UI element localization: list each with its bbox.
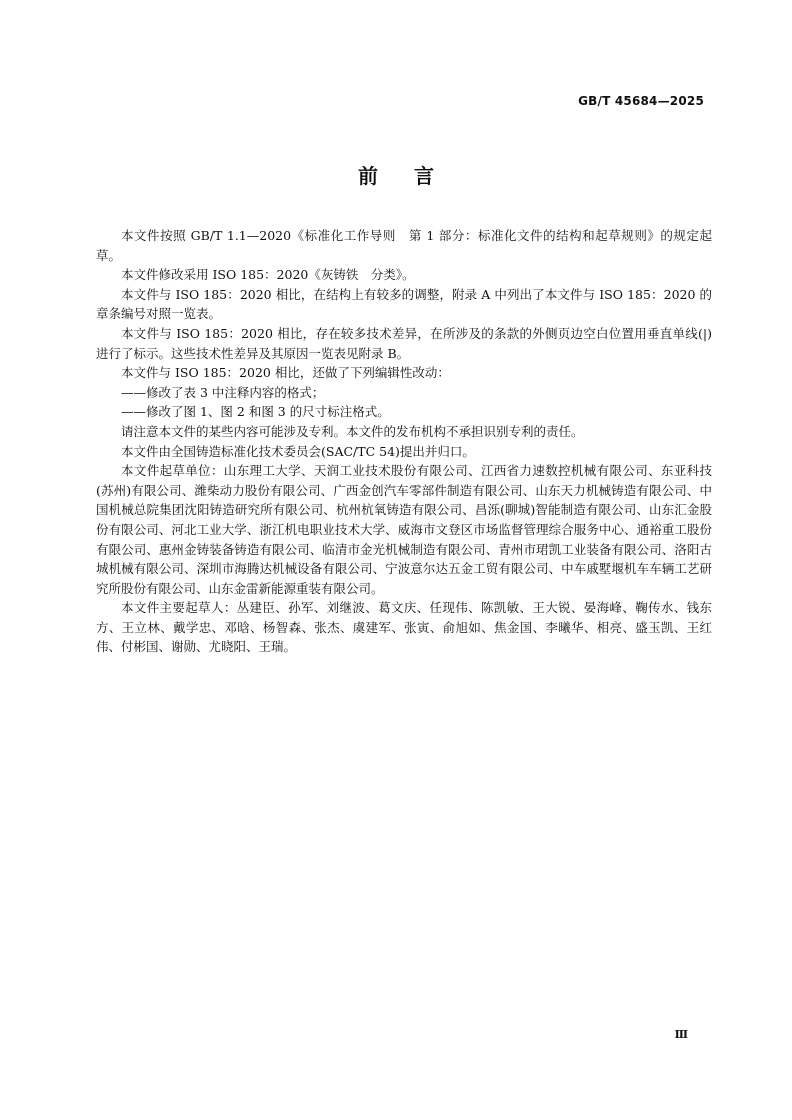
paragraph-editorial-changes: 本文件与 ISO 185：2020 相比，还做了下列编辑性改动：: [121, 365, 450, 381]
paragraph-drafting-organizations: 本文件起草单位：山东理工大学、天润工业技术股份有限公司、江西省力速数控机械有限公司、东亚科技(苏州)有限公司、潍柴动力股份有限公司、广西金创汽车零部件制造有限公司、山东天力机械铸造有限公司、中国机械总院集团沈阳铸造研究所有限公司、杭州杭氧铸造有限公司、昌泺(聊城)智能制造有限公司、山东汇金股份有限公司、河北工业大学、浙江机电职业技术大学、威海市文登区市场监督管理综合服务中心、通裕重工股份有限公司、惠州金铸装备铸造有限公司、临清市金光机械制造有限公司、青州市珺凯工业装备有限公司、洛阳古城机械有限公司、深圳市海腾达机械设备有限公司、宁波意尔达五金工贸有限公司、中车戚墅堰机车车辆工艺研究所股份有限公司、山东金雷新能源重装有限公司。: [96, 463, 712, 596]
foreword-body: [96, 226, 712, 657]
standard-number: GB/T 45684—2025: [578, 94, 704, 108]
paragraph-technical-differences: 本文件与 ISO 185：2020 相比，存在较多技术差异，在所涉及的条款的外侧页边空白位置用垂直单线(|)进行了标示。这些技术性差异及其原因一览表见附录 B。: [96, 325, 712, 361]
paragraph-drafting-rules: 本文件按照 GB/T 1.1—2020《标准化工作导则 第 1 部分：标准化文件的结构和起草规则》的规定起草。: [96, 228, 712, 263]
paragraph-drafters: 本文件主要起草人：丛建臣、孙军、刘继波、葛文庆、任现伟、陈凯敏、王大锐、晏海峰、鞠传水、钱东方、王立林、戴学忠、邓晗、杨智森、张杰、虞建军、张寅、俞旭如、焦金国、李曦华、相亮、盛玉凯、王红伟、付彬国、谢勋、尤晓阳、王瑞。: [96, 600, 712, 655]
page-number: Ⅲ: [674, 1028, 688, 1041]
paragraph-proposer: 本文件由全国铸造标准化技术委员会(SAC/TC 54)提出并归口。: [121, 443, 475, 459]
list-item-editorial-change: ——修改了图 1、图 2 和图 3 的尺寸标注格式。: [121, 404, 390, 420]
paragraph-structure-changes: 本文件与 ISO 185：2020 相比，在结构上有较多的调整，附录 A 中列出了本文件与 ISO 185：2020 的章条编号对照一览表。: [96, 286, 712, 322]
page-title: 前言: [358, 164, 470, 188]
paragraph-adoption: 本文件修改采用 ISO 185：2020《灰铸铁 分类》。: [121, 267, 415, 283]
paragraph-patent-notice: 请注意本文件的某些内容可能涉及专利。本文件的发布机构不承担识别专利的责任。: [121, 423, 584, 439]
list-item-editorial-change: ——修改了表 3 中注释内容的格式；: [121, 384, 325, 400]
